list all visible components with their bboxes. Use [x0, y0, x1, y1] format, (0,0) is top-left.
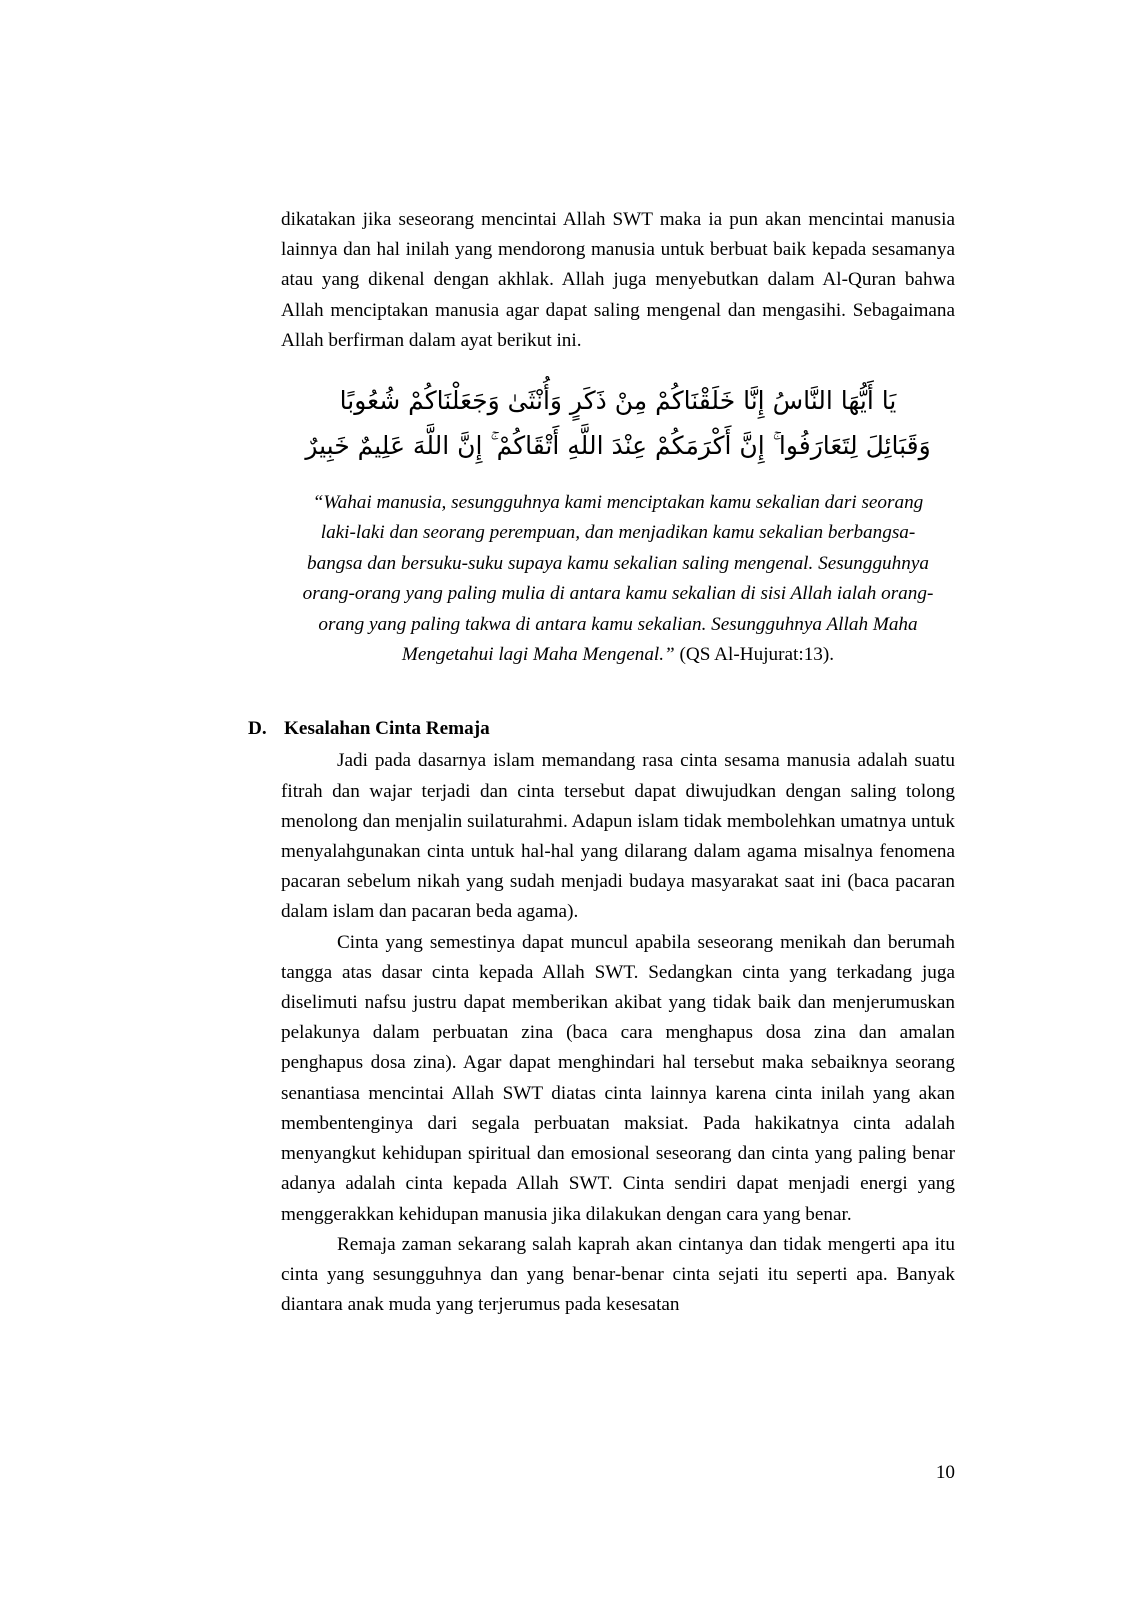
paragraph-section-2: Cinta yang semestinya dapat muncul apabila seseorang menikah dan berumah tangga atas dasar cinta kepada Allah SWT. Sedangkan cinta yang terkadang juga diselimuti nafsu justru dapat memberikan akibat yang tidak baik dan menjerumuskan pelakunya dalam perbuatan zina (baca cara menghapus dosa zina dan amalan penghapus dosa zina). Agar dapat menghindari hal tersebut maka sebaiknya seorang senantiasa mencintai Allah SWT diatas cinta lainnya karena cinta inilah yang akan membentenginya dari segala perbuatan maksiat. Pada hakikatnya cinta adalah menyangkut kehidupan spiritual dan emosional seseorang dan cinta yang paling benar adanya adalah cinta kepada Allah SWT. Cinta sendiri dapat menjadi energi yang menggerakkan kehidupan manusia jika dilakukan dengan cara yang benar.	[281, 931, 955, 1225]
quran-arabic-verse	[281, 378, 955, 468]
arabic-line-1: يَا أَيُّهَا النَّاسُ إِنَّا خَلَقْنَاكُمْ مِنْ ذَكَرٍ وَأُنْثَىٰ وَجَعَلْنَاكُمْ شُعُوبًا	[339, 386, 897, 416]
quran-translation-block	[297, 488, 939, 670]
section-heading-title: Kesalahan Cinta Remaja	[284, 718, 490, 740]
paragraph-section-3: Remaja zaman sekarang salah kaprah akan cintanya dan tidak mengerti apa itu cinta yang sesungguhnya dan yang benar-benar cinta sejati itu seperti apa. Banyak diantara anak muda yang terjerumus pada kesesatan	[281, 1233, 955, 1316]
quran-citation: (QS Al-Hujurat:13).	[679, 644, 835, 666]
section-heading-letter: D.	[248, 718, 267, 740]
arabic-line-2: وَقَبَائِلَ لِتَعَارَفُوا ۚ إِنَّ أَكْرَمَكُمْ عِنْدَ اللَّهِ أَتْقَاكُمْ ۚ إِنَّ اللَّهَ عَلِيمٌ خَبِيرٌ	[305, 431, 931, 461]
paragraph-intro: dikatakan jika seseorang mencintai Allah SWT maka ia pun akan mencintai manusia lainnya dan hal inilah yang mendorong manusia untuk berbuat baik kepada sesamanya atau yang dikenal dengan akhlak. Allah juga menyebutkan dalam Al-Quran bahwa Allah menciptakan manusia agar dapat saling mengenal dan mengasihi. Sebagaimana Allah berfirman dalam ayat berikut ini.	[281, 209, 955, 351]
quran-translation-text: “Wahai manusia, sesungguhnya kami menciptakan kamu sekalian dari seorang laki-laki dan seorang perempuan, dan menjadikan kamu sekalian berbangsa-bangsa dan bersuku-suku supaya kamu sekalian saling mengenal. Sesungguhnya orang-orang yang paling mulia di antara kamu sekalian di sisi Allah ialah orang-orang yang paling takwa di antara kamu sekalian. Sesungguhnya Allah Maha Mengetahui lagi Maha Mengenal.”	[302, 492, 934, 666]
page-number: 10	[935, 1462, 955, 1483]
section-heading	[248, 714, 955, 744]
page-content	[248, 205, 955, 1320]
paragraph-section-1: Jadi pada dasarnya islam memandang rasa cinta sesama manusia adalah suatu fitrah dan wajar terjadi dan cinta tersebut dapat diwujudkan dengan saling tolong menolong dan menjalin suilaturahmi. Adapun islam tidak membolehkan umatnya untuk menyalahgunakan cinta untuk hal-hal yang dilarang dalam agama misalnya fenomena pacaran sebelum nikah yang sudah menjadi budaya masyarakat saat ini (baca pacaran dalam islam dan pacaran beda agama).	[281, 750, 955, 923]
